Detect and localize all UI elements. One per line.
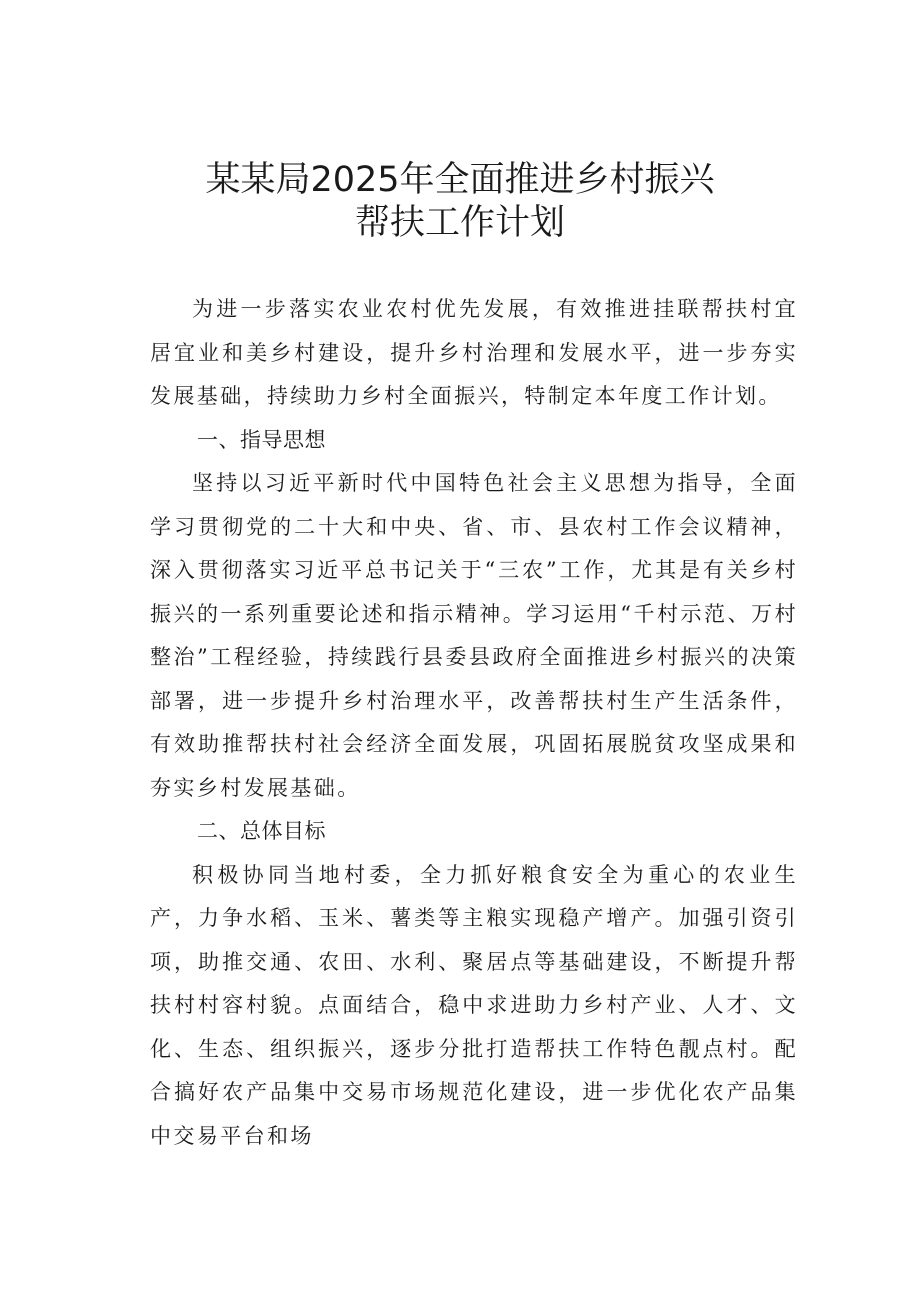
document-title-line-1: 某某局2025年全面推进乡村振兴 (205, 160, 715, 200)
document-body (150, 288, 798, 1158)
document-title-line-2: 帮扶工作计划 (354, 203, 565, 243)
section-heading-guiding-ideology: 一、指导思想 (197, 427, 326, 452)
intro-paragraph: 为进一步落实农业农村优先发展，有效推进挂联帮扶村宜居宜业和美乡村建设，提升乡村治理和发展水平，进一步夯实发展基础，持续助力乡村全面振兴，特制定本年度工作计划。 (150, 297, 798, 408)
section-paragraph-guiding-ideology: 坚持以习近平新时代中国特色社会主义思想为指导，全面学习贯彻党的二十大和中央、省、市、县农村工作会议精神，深入贯彻落实习近平总书记关于“三农”工作，尤其是有关乡村振兴的一系列重要论述和指示精神。学习运用“千村示范、万村整治”工程经验，持续践行县委县政府全面推进乡村振兴的决策部署，进一步提升乡村治理水平，改善帮扶村生产生活条件，有效助推帮扶村社会经济全面发展，巩固拓展脱贫攻坚成果和夯实乡村发展基础。 (150, 471, 798, 800)
section-paragraph-overall-goals: 积极协同当地村委，全力抓好粮食安全为重心的农业生产，力争水稻、玉米、薯类等主粮实现稳产增产。加强引资引项，助推交通、农田、水利、聚居点等基础建设，不断提升帮扶村村容村貌。点面结合，稳中求进助力乡村产业、人才、文化、生态、组织振兴，逐步分批打造帮扶工作特色靓点村。配合搞好农产品集中交易市场规范化建设，进一步优化农产品集中交易平台和场 (150, 862, 798, 1148)
section-heading-overall-goals: 二、总体目标 (197, 819, 326, 843)
